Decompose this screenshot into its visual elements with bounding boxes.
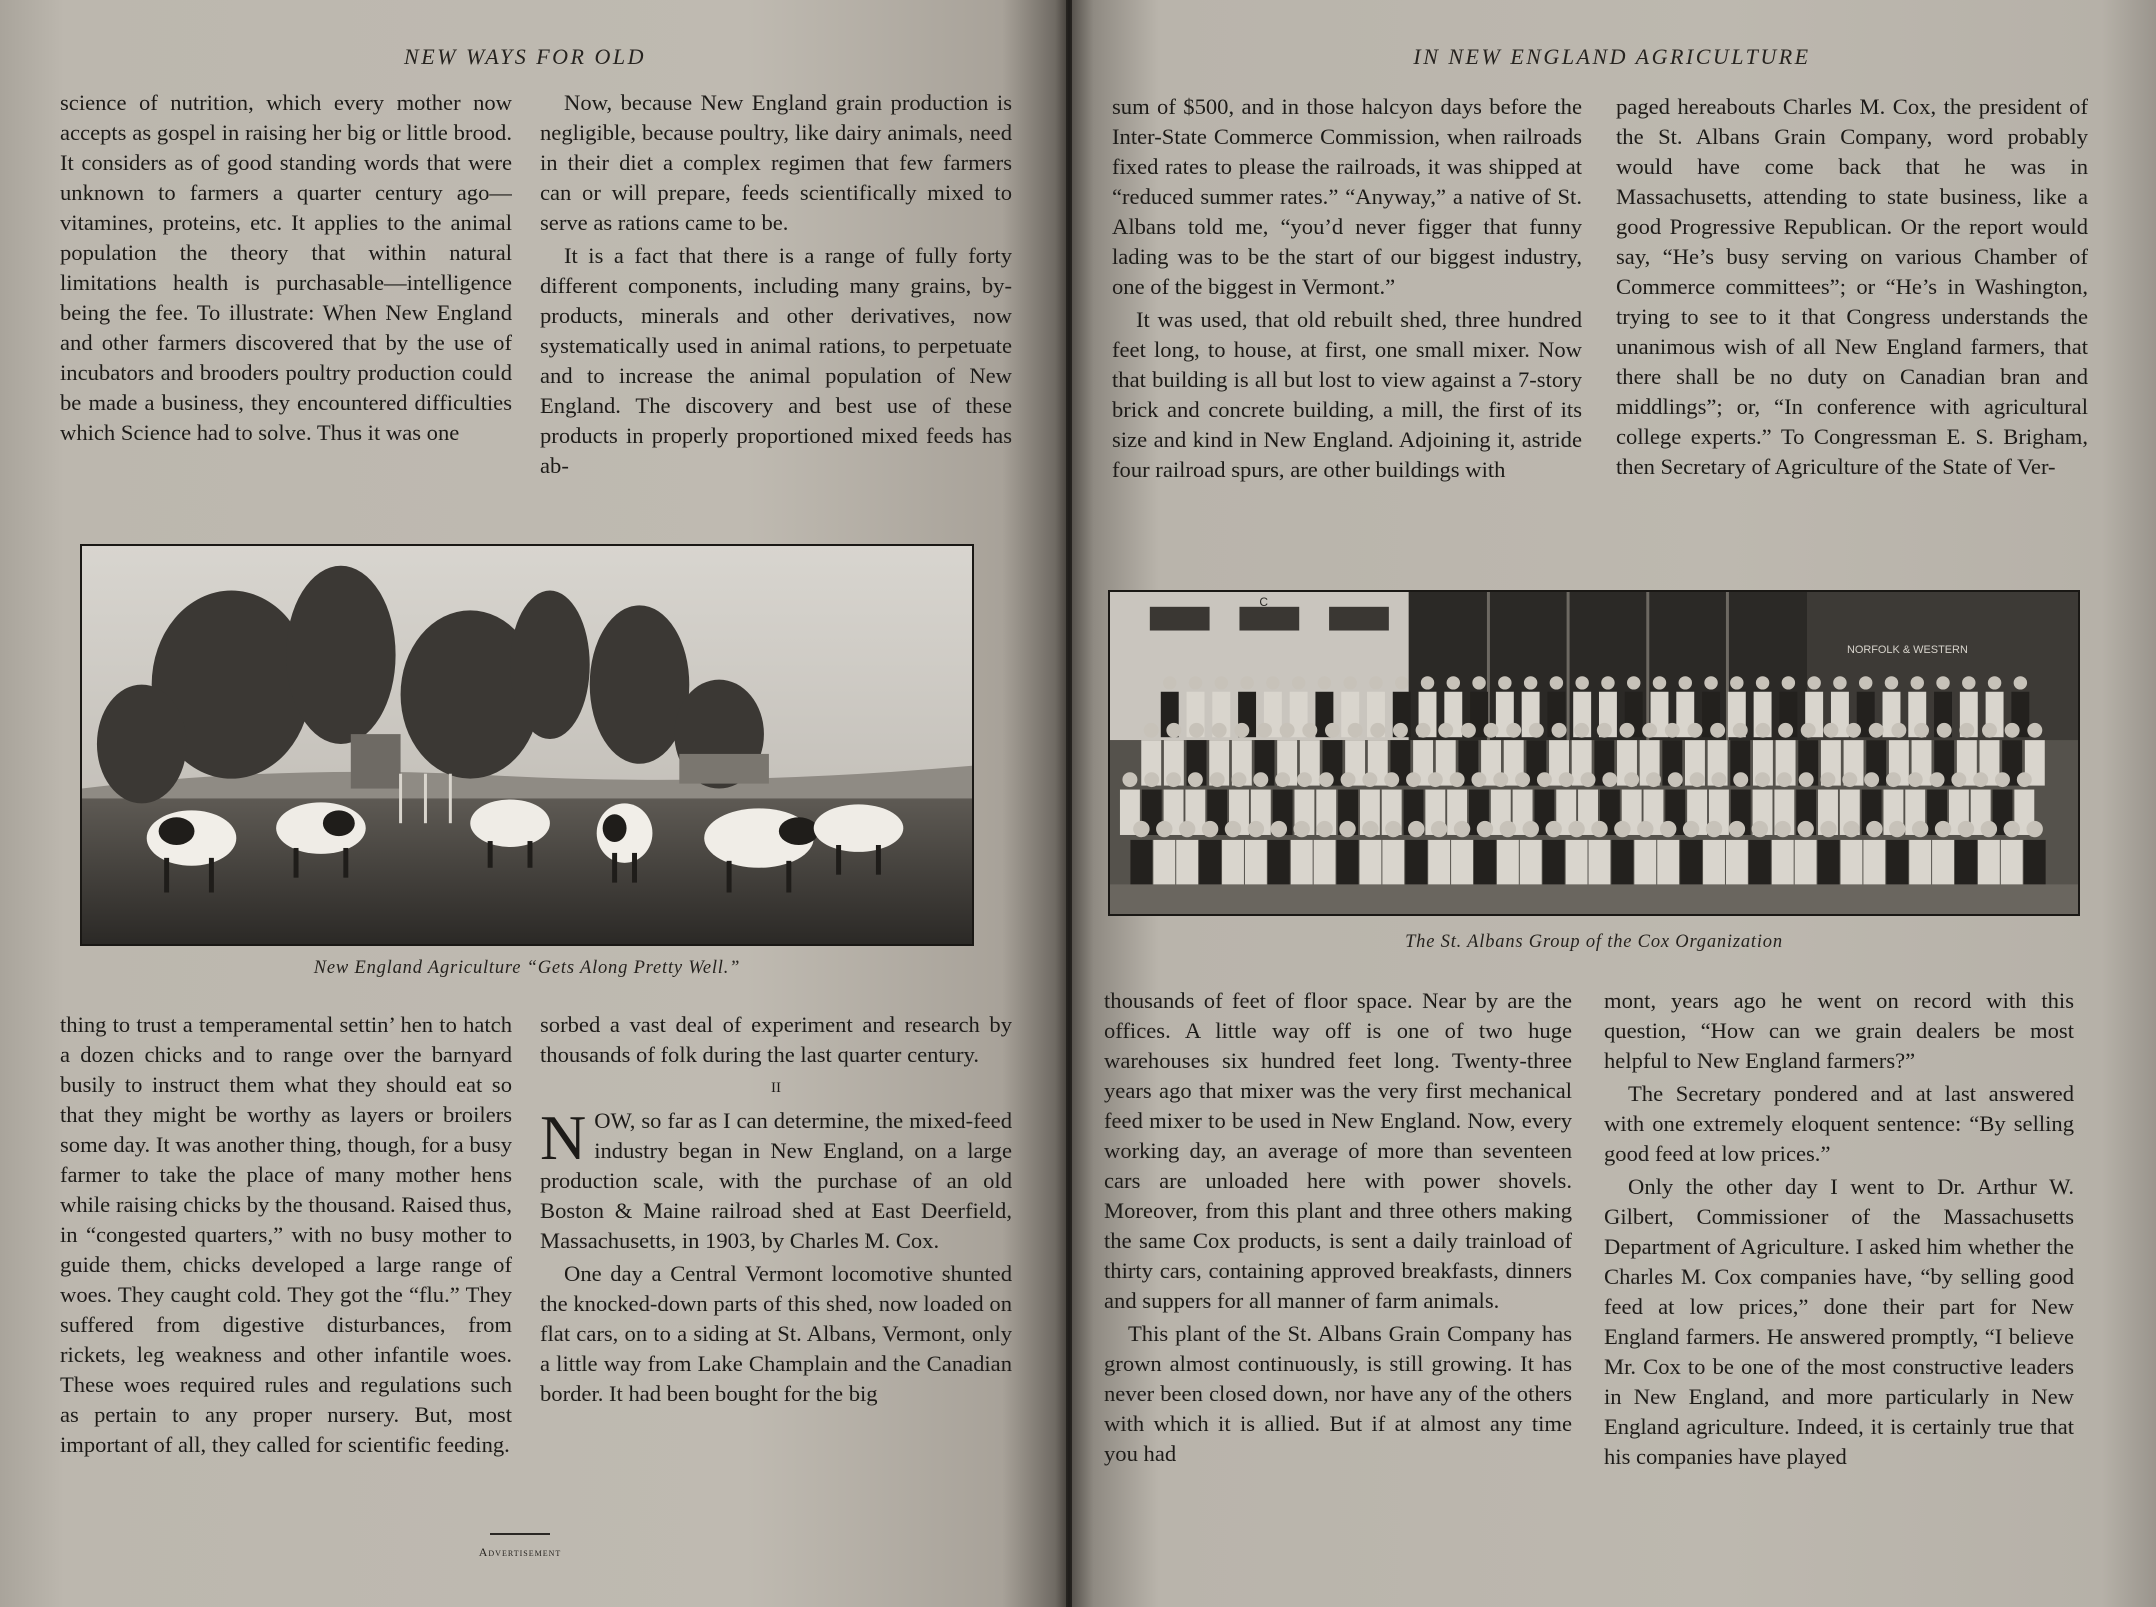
photo-figure-head xyxy=(1523,821,1539,837)
photo-figure-head xyxy=(1936,676,1949,689)
photo-figure-head xyxy=(1472,676,1485,689)
photo-figure-head xyxy=(1325,723,1340,738)
photo-figure-head xyxy=(1797,821,1813,837)
dropcap-paragraph-text: OW, so far as I can determine, the mixed-feed industry began in New England, on a large production scale, with the purchase of an old Boston & Maine railroad shed at East Deerfield, Massachusetts, in 1903, by Charles M. Cox. xyxy=(540,1108,1012,1253)
photo-figure-head xyxy=(1225,821,1241,837)
photo-sign-text: NORFOLK & WESTERN xyxy=(1846,644,1968,657)
photo-figure-head xyxy=(1506,723,1521,738)
photo-figure-head xyxy=(1591,821,1607,837)
photo-figure-head xyxy=(1823,723,1838,738)
photo-figure-head xyxy=(1133,821,1149,837)
photo-figure-head xyxy=(1240,676,1253,689)
photo-figure-head xyxy=(1275,772,1290,787)
photo-figure-head xyxy=(1234,723,1249,738)
photo-figure-head xyxy=(1431,821,1447,837)
paragraph: This plant of the St. Albans Grain Company has grown almost continuously, is still growing. It has never been closed down, nor have any of the others with which it is allied. But if at almost any time you had xyxy=(1104,1321,1572,1466)
photo-figure-body xyxy=(1818,840,1840,885)
right-col1-top xyxy=(1112,92,1582,542)
left-col1-bottom xyxy=(60,1010,512,1524)
photo-figure-body xyxy=(1932,840,1954,885)
photo-figure-body xyxy=(1314,840,1336,885)
right-col2-bottom xyxy=(1604,986,2074,1536)
group-photo-caption: The St. Albans Group of the Cox Organization xyxy=(1405,932,1783,952)
photo-figure-head xyxy=(1318,676,1331,689)
photo-figure-head xyxy=(1369,676,1382,689)
photo-figure-body xyxy=(2024,840,2046,885)
photo-figure-head xyxy=(1885,676,1898,689)
photo-figure-body xyxy=(1291,840,1313,885)
photo-figure-body xyxy=(1474,840,1496,885)
photo-figure-head xyxy=(1679,676,1692,689)
photo-figure-head xyxy=(1166,723,1181,738)
photo-figure-head xyxy=(1995,772,2010,787)
photo-figure-head xyxy=(1706,821,1722,837)
photo-figure-body xyxy=(1130,840,1152,885)
paragraph: It was used, that old rebuilt shed, three hundred feet long, to house, at first, one small mixer. Now that building is all but lost to view against a 7-story brick and concrete building, a mill, the first of its size and kind in New England. Adjoining it, astride four railroad spurs, are other buildings with xyxy=(1112,307,1582,482)
photo-figure-head xyxy=(1248,821,1264,837)
photo-figure-body xyxy=(1359,840,1381,885)
photo-figure-head xyxy=(1189,723,1204,738)
photo-figure-head xyxy=(1959,723,1974,738)
photo-figure-body xyxy=(1703,840,1725,885)
photo-figure-head xyxy=(1297,772,1312,787)
paragraph: thing to trust a temperamental settin’ hen to hatch a dozen chicks and to range over the barnyard busily to instruct them what they should eat so that they might be worthy as layers or broilers some day. It was another thing, though, for a busy farmer to take the place of many mother hens while raising chicks by the thousand. Raised thus, in “congested quarters,” with no busy mother to guide them, chicks developed a large range of woes. They caught cold. They got the “flu.” They suffered from digestive disturbances, from rickets, leg weakness and other infantile woes. These woes required rules and regulations such as pertain to any proper nursery. But, most important of all, they called for scientific feeding. xyxy=(60,1012,512,1457)
photo-figure-body xyxy=(1611,840,1633,885)
photo-figure-head xyxy=(1653,676,1666,689)
photo-figure-head xyxy=(1782,676,1795,689)
running-head-right: IN NEW ENGLAND AGRICULTURE xyxy=(1413,44,1811,69)
photo-figure-body xyxy=(1199,840,1221,885)
photo-figure-head xyxy=(1215,676,1228,689)
photo-figure-head xyxy=(1627,676,1640,689)
left-col2-bottom xyxy=(540,1010,1012,1524)
photo-figure-head xyxy=(1471,772,1486,787)
photo-figure-head xyxy=(1500,821,1516,837)
photo-figure-head xyxy=(1454,821,1470,837)
photo-figure-head xyxy=(1908,772,1923,787)
section-numeral: II xyxy=(771,1080,781,1096)
photo-figure-body xyxy=(1405,840,1427,885)
photo-figure-body xyxy=(1153,840,1175,885)
photo-figure-body xyxy=(1268,840,1290,885)
photo-figure-head xyxy=(1574,723,1589,738)
paragraph: sum of $500, and in those halcyon days before the Inter-State Commerce Commission, when railroads fixed rates to please the railroads, it was shipped at “reduced summer rates.” “Anyway,” a native of St. Albans told me, “you’d never figger that funny lading was to be the start of our biggest industry, one of the biggest in Vermont.” xyxy=(1112,94,1582,299)
photo-figure-head xyxy=(1581,772,1596,787)
photo-building-letter: C xyxy=(1259,594,1269,609)
photo-figure-head xyxy=(1348,723,1363,738)
photo-figure-head xyxy=(1406,772,1421,787)
photo-figure-head xyxy=(1752,821,1768,837)
drop-cap: N xyxy=(540,1102,587,1173)
photo-figure-head xyxy=(1962,676,1975,689)
group-photo-image xyxy=(1110,592,2078,914)
photo-figure-head xyxy=(1515,772,1530,787)
photo-figure-head xyxy=(1620,723,1635,738)
photo-figure-head xyxy=(1408,821,1424,837)
photo-figure-head xyxy=(1484,723,1499,738)
photo-figure-head xyxy=(1642,723,1657,738)
photo-figure-body xyxy=(1909,840,1931,885)
photo-figure-head xyxy=(1384,772,1399,787)
right-col1-bottom xyxy=(1104,986,1572,1536)
photo-figure-body xyxy=(1176,840,1198,885)
photo-figure-head xyxy=(1212,723,1227,738)
photo-figure-head xyxy=(1189,676,1202,689)
photo-figure-head xyxy=(1524,676,1537,689)
paragraph: Only the other day I went to Dr. Arthur W. Gilbert, Commissioner of the Massachusetts Department of Agriculture. I asked him whether the Charles M. Cox companies have, “by selling good feed at low prices,” done their part for New England farmers. He answered promptly, “I believe Mr. Cox to be one of the most constructive leaders in New England, and more particularly in New England agriculture. Indeed, it is certainly true that his companies have played xyxy=(1604,1174,2074,1469)
photo-figure-head xyxy=(1646,772,1661,787)
photo-figure-head xyxy=(1339,821,1355,837)
photo-figure-body xyxy=(1382,840,1404,885)
group-photo xyxy=(1108,590,2080,916)
photo-figure-head xyxy=(2005,723,2020,738)
photo-figure-head xyxy=(1799,772,1814,787)
paragraph: The Secretary pondered and at last answered with one extremely eloquent sentence: “By selling good feed at low prices.” xyxy=(1604,1081,2074,1166)
footer-advertisement: Advertisement xyxy=(478,1545,562,1559)
photo-figure-body xyxy=(1337,840,1359,885)
photo-figure-head xyxy=(1144,772,1159,787)
photo-figure-head xyxy=(1421,676,1434,689)
photo-figure-head xyxy=(1777,772,1792,787)
photo-figure-head xyxy=(1601,676,1614,689)
photo-figure-head xyxy=(1166,772,1181,787)
photo-figure-head xyxy=(1821,772,1836,787)
photo-figure-head xyxy=(1843,821,1859,837)
photo-figure-body xyxy=(1589,840,1611,885)
photo-figure-head xyxy=(1820,821,1836,837)
photo-figure-head xyxy=(1614,821,1630,837)
photo-figure-head xyxy=(1316,821,1332,837)
photo-figure-head xyxy=(1755,772,1770,787)
left-col1-top xyxy=(60,88,512,508)
photo-figure-body xyxy=(1680,840,1702,885)
photo-figure-head xyxy=(1937,723,1952,738)
photo-figure-body xyxy=(1634,840,1656,885)
photo-figure-head xyxy=(1687,723,1702,738)
photo-figure-body xyxy=(1955,840,1977,885)
photo-figure-head xyxy=(1935,821,1951,837)
photo-figure-head xyxy=(1889,821,1905,837)
photo-figure-body xyxy=(1749,840,1771,885)
photo-figure-head xyxy=(1778,723,1793,738)
photo-figure-head xyxy=(1122,772,1137,787)
photo-figure-head xyxy=(1537,772,1552,787)
photo-figure-body xyxy=(1886,840,1908,885)
photo-figure-head xyxy=(1416,723,1431,738)
photo-figure-head xyxy=(1951,772,1966,787)
photo-figure-head xyxy=(1319,772,1334,787)
photo-figure-head xyxy=(1498,676,1511,689)
photo-figure-head xyxy=(1597,723,1612,738)
photo-figure-head xyxy=(1293,821,1309,837)
photo-figure-head xyxy=(1912,821,1928,837)
photo-figure-head xyxy=(1559,772,1574,787)
photo-figure-body xyxy=(1451,840,1473,885)
photo-figure-head xyxy=(1428,772,1443,787)
photo-figure-head xyxy=(1665,723,1680,738)
photo-figure-body xyxy=(1497,840,1519,885)
photo-figure-head xyxy=(1450,772,1465,787)
photo-figure-head xyxy=(1730,676,1743,689)
photo-figure-head xyxy=(1385,821,1401,837)
paragraph: mont, years ago he went on record with this question, “How can we grain dealers be most helpful to New England farmers?” xyxy=(1604,988,2074,1073)
photo-figure-head xyxy=(1807,676,1820,689)
photo-figure-head xyxy=(1602,772,1617,787)
cows-photo-caption: New England Agriculture “Gets Along Pretty Well.” xyxy=(313,958,741,978)
photo-figure-head xyxy=(1733,723,1748,738)
photo-figure-head xyxy=(1704,676,1717,689)
photo-figure-head xyxy=(1179,821,1195,837)
photo-figure-head xyxy=(1660,821,1676,837)
photo-figure-head xyxy=(1859,676,1872,689)
photo-figure-head xyxy=(1266,676,1279,689)
photo-figure-head xyxy=(1846,723,1861,738)
photo-figure-head xyxy=(1958,821,1974,837)
photo-figure-head xyxy=(2027,723,2042,738)
photo-figure-body xyxy=(2001,840,2023,885)
photo-figure-head xyxy=(1668,772,1683,787)
photo-figure-head xyxy=(1271,821,1287,837)
photo-figure-head xyxy=(1930,772,1945,787)
photo-figure-head xyxy=(1756,676,1769,689)
photo-figure-head xyxy=(1461,723,1476,738)
left-col2-top xyxy=(540,88,1012,508)
photo-figure-head xyxy=(1545,821,1561,837)
cows-photo xyxy=(80,544,974,946)
photo-figure-head xyxy=(1362,772,1377,787)
photo-figure-head xyxy=(1341,772,1356,787)
photo-figure-body xyxy=(1863,840,1885,885)
photo-figure-head xyxy=(1866,821,1882,837)
photo-figure-body xyxy=(1795,840,1817,885)
photo-figure-head xyxy=(1477,821,1493,837)
photo-figure-head xyxy=(1302,723,1317,738)
photo-figure-head xyxy=(1438,723,1453,738)
right-page xyxy=(1072,0,2156,1607)
photo-figure-head xyxy=(1981,821,1997,837)
photo-figure-head xyxy=(1891,723,1906,738)
photo-figure-head xyxy=(1552,723,1567,738)
photo-figure-head xyxy=(1370,723,1385,738)
photo-figure-head xyxy=(1257,723,1272,738)
photo-figure-head xyxy=(1568,821,1584,837)
photo-figure-head xyxy=(1343,676,1356,689)
photo-figure-head xyxy=(1886,772,1901,787)
photo-figure-body xyxy=(1222,840,1244,885)
photo-figure-head xyxy=(1775,821,1791,837)
cows-photo-image xyxy=(82,546,972,944)
photo-figure-head xyxy=(1550,676,1563,689)
photo-figure-body xyxy=(1726,840,1748,885)
photo-figure-head xyxy=(1253,772,1268,787)
photo-figure-head xyxy=(1911,676,1924,689)
photo-figure-head xyxy=(1869,723,1884,738)
photo-figure-body xyxy=(1772,840,1794,885)
photo-figure-head xyxy=(1864,772,1879,787)
photo-figure-head xyxy=(1801,723,1816,738)
photo-figure-head xyxy=(1280,723,1295,738)
photo-figure-head xyxy=(1393,723,1408,738)
photo-figure-body xyxy=(1978,840,2000,885)
photo-figure-body xyxy=(1520,840,1542,885)
photo-figure-head xyxy=(1395,676,1408,689)
paragraph: It is a fact that there is a range of fully forty different components, including many grains, by-products, minerals and other derivatives, now systematically used in animal rations, to perpetuate and to increase the animal population of New England. The discovery and best use of these products in properly proportioned mixed feeds has ab- xyxy=(540,243,1012,478)
photo-figure-head xyxy=(1529,723,1544,738)
photo-figure-head xyxy=(1362,821,1378,837)
photo-figure-head xyxy=(2014,676,2027,689)
running-head-left: NEW WAYS FOR OLD xyxy=(404,44,646,69)
photo-figure-head xyxy=(1637,821,1653,837)
paragraph: Now, because New England grain production is negligible, because poultry, like dairy animals, need in their diet a complex regimen that few farmers can or will prepare, feeds scientifically mixed to serve as rations came to be. xyxy=(540,90,1012,235)
photo-figure-head xyxy=(1690,772,1705,787)
photo-figure-head xyxy=(2017,772,2032,787)
paragraph xyxy=(540,1102,1012,1256)
photo-figure-head xyxy=(1188,772,1203,787)
paragraph: thousands of feet of floor space. Near by are the offices. A little way off is one of two huge warehouses six hundred feet long. Twenty-three years ago that mixer was the very first mechanical feed mixer to be used in New England. Now, every working day, an average of more than seventeen cars are unloaded here with power shovels. Moreover, from this plant and three others making the same Cox products, is sent a daily trainload of thirty cars, containing approved breakfasts, dinners and suppers for all manner of farm animals. xyxy=(1104,988,1572,1313)
photo-figure-head xyxy=(2004,821,2020,837)
photo-figure-head xyxy=(1156,821,1172,837)
photo-figure-head xyxy=(1711,772,1726,787)
photo-figure-head xyxy=(1914,723,1929,738)
photo-figure-head xyxy=(1988,676,2001,689)
photo-figure-head xyxy=(1982,723,1997,738)
photo-figure-body xyxy=(1566,840,1588,885)
photo-figure-body xyxy=(1657,840,1679,885)
photo-figure-body xyxy=(1543,840,1565,885)
photo-figure-head xyxy=(1733,772,1748,787)
photo-figure-head xyxy=(1163,676,1176,689)
photo-figure-head xyxy=(1292,676,1305,689)
photo-figure-body xyxy=(1428,840,1450,885)
paragraph: science of nutrition, which every mother now accepts as gospel in raising her big or little brood. It considers as of good standing words that were unknown to farmers a quarter century ago—vitamines, proteins, etc. It applies to the animal population the theory that within natural limitations health is purchasable—intelligence being the fee. To illustrate: When New England and other farmers discovered that by the use of incubators and brooders poultry production could be made a business, they encountered difficulties which Science had to solve. Thus it was one xyxy=(60,90,512,445)
paragraph: paged hereabouts Charles M. Cox, the president of the St. Albans Grain Company, word probably would have come back that he was in Massachusetts, attending to state business, like a good Progressive Republican. Or the report would say, “He’s busy serving on various Chamber of Commerce committees”; or “He’s in Washington, trying to see to it that Congress understands the unanimous wish of all New England farmers, that there shall be no duty on Canadian bran and middlings”; or, “In conference with agricultural college experts.” To Congressman E. S. Brigham, then Secretary of Agriculture of the State of Ver- xyxy=(1616,94,2088,479)
photo-figure-head xyxy=(1683,821,1699,837)
photo-figure-head xyxy=(1833,676,1846,689)
photo-figure-head xyxy=(2026,821,2042,837)
photo-figure-head xyxy=(1144,723,1159,738)
photo-figure-body xyxy=(1245,840,1267,885)
photo-figure-head xyxy=(1447,676,1460,689)
photo-figure-head xyxy=(1624,772,1639,787)
photo-figure-head xyxy=(1493,772,1508,787)
photo-figure-head xyxy=(1210,772,1225,787)
paragraph: One day a Central Vermont locomotive shunted the knocked-down parts of this shed, now loaded on flat cars, on to a siding at St. Albans, Vermont, only a little way from Lake Champlain and the Canadian border. It had been bought for the big xyxy=(540,1261,1012,1406)
left-page xyxy=(0,0,1066,1607)
right-col2-top xyxy=(1616,92,2088,542)
paragraph: sorbed a vast deal of experiment and research by thousands of folk during the last quarter century. xyxy=(540,1012,1012,1067)
photo-figure-body xyxy=(1840,840,1862,885)
photo-figure-head xyxy=(1202,821,1218,837)
photo-figure-head xyxy=(1755,723,1770,738)
photo-figure-head xyxy=(1973,772,1988,787)
photo-figure-head xyxy=(1232,772,1247,787)
photo-figure-head xyxy=(1729,821,1745,837)
photo-figure-head xyxy=(1842,772,1857,787)
photo-figure-head xyxy=(1575,676,1588,689)
footer-rule xyxy=(490,1533,550,1535)
photo-figure-head xyxy=(1710,723,1725,738)
